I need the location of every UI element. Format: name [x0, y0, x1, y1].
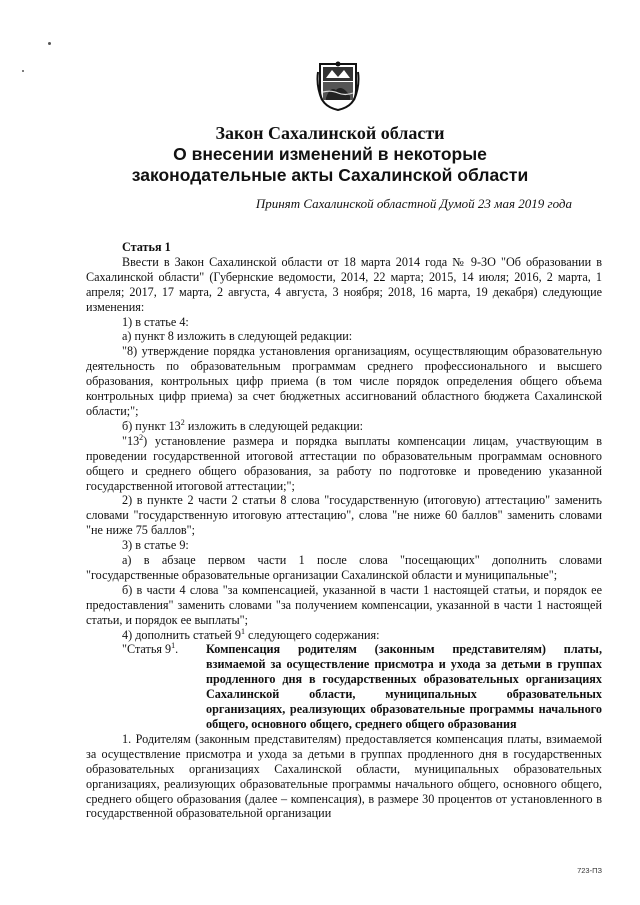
intro-paragraph: Ввести в Закон Сахалинской области от 18 марта 2014 года № 9-ЗО "Об образовании в Сахалинской области" (Губернские ведомости, 2014, 22 марта; 2015, 14 июля; 2016, 2 марта, 1 апреля; 2017, 17 марта, 2 августа, 4 августа, 3 ноября; 2018, 16 марта, 19 декабря) следующие изменения: [86, 254, 602, 314]
item-4-pre: 4) дополнить статьей 9 [122, 627, 241, 642]
item-1: 1) в статье 4: [122, 314, 189, 329]
item-4-post: следующего содержания: [244, 627, 380, 642]
item-1b-text [86, 434, 602, 494]
document-title [120, 122, 540, 186]
article-1-heading: Статья 1 [122, 240, 171, 254]
article-9-1-title: Компенсация родителям (законным представителям) платы, взимаемой за осуществление присмотра и ухода за детьми в группах продленного дня в государственных образовательных организациях Сахалинской области, муниципальных образовательных организациях, реализующих образовательные программы начального общего, основного общего, среднего общего образования [206, 642, 602, 731]
item-3: 3) в статье 9: [122, 538, 189, 553]
paragraph-1: 1. Родителям (законным представителям) предоставляется компенсация платы, взимаемой за осуществление присмотра и ухода за детьми в группах продленного дня в государственных образовательных организациях Сахалинской области, муниципальных образовательных организациях, реализующих образовательные программы начального общего, основного общего, среднего общего образования (далее – компенсация), в размере 30 процентов от установленного в государственной образовательной организации [86, 731, 602, 821]
item-3a: а) в абзаце первом части 1 после слова "посещающих" дополнить словами "государственные образовательные организации Сахалинской области и муниципальные"; [86, 553, 602, 582]
item-4-sup: 1 [240, 626, 245, 636]
article-9-1-label [86, 642, 206, 731]
item-1a: а) пункт 8 изложить в следующей редакции: [122, 329, 353, 344]
item-1b [86, 419, 602, 434]
document-body [86, 240, 602, 821]
adoption-note: Принят Сахалинской областной Думой 23 мая 2019 года [255, 196, 572, 211]
document-code: 723-ПЗ [577, 866, 602, 875]
article-9-1-heading [86, 642, 602, 731]
item-4 [86, 628, 602, 643]
item-1a-text: "8) утверждение порядка установления организациям, осуществляющим образовательную деятельность по образовательным программам среднего профессионального и высшего образования, контрольных цифр приема (в том числе порядок определения общего объема контрольных цифр приема) за счет бюджетных ассигнований областного бюджета Сахалинской области;"; [86, 344, 602, 418]
scan-speck [48, 42, 51, 45]
title-line-2: О внесении изменений в некоторые [173, 144, 487, 164]
art9-label-post: . [175, 642, 179, 657]
art9-label-pre: "Статья 9 [122, 642, 172, 657]
title-line-3: законодательные акты Сахалинской области [131, 165, 529, 185]
item-3b: б) в части 4 слова "за компенсацией, указанной в части 1 настоящей статьи, и порядок ее предоставления" заменить словами "за получением компенсации, указанной в части 1 настоящей статьи, и порядок ее выплаты"; [86, 582, 602, 627]
item-1b-post: изложить в следующей редакции: [184, 418, 364, 433]
item-1b-sup: 2 [180, 417, 185, 427]
item-1b-q-post: ) установление размера и порядка выплаты компенсации лицам, участвующим в проведении государственной итоговой аттестации по образовательным программам основного общего и среднего общего образования, за работу по подготовке и проведению указанной государственной итоговой аттестации;"; [86, 433, 602, 493]
sakhalin-coat-of-arms-icon [316, 60, 360, 112]
title-line-1: Закон Сахалинской области [215, 123, 445, 143]
art9-label-sup: 1 [171, 641, 176, 651]
item-2: 2) в пункте 2 части 2 статьи 8 слова "государственную (итоговую) аттестацию" заменить словами "государственную итоговую аттестацию", слова "не ниже 60 баллов" заменить словами "не ниже 75 баллов"; [86, 493, 602, 538]
item-1b-pre: б) пункт 13 [122, 418, 181, 433]
item-1b-q-pre: "13 [122, 433, 140, 448]
scan-speck [22, 70, 24, 72]
item-1b-q-sup: 2 [139, 432, 144, 442]
